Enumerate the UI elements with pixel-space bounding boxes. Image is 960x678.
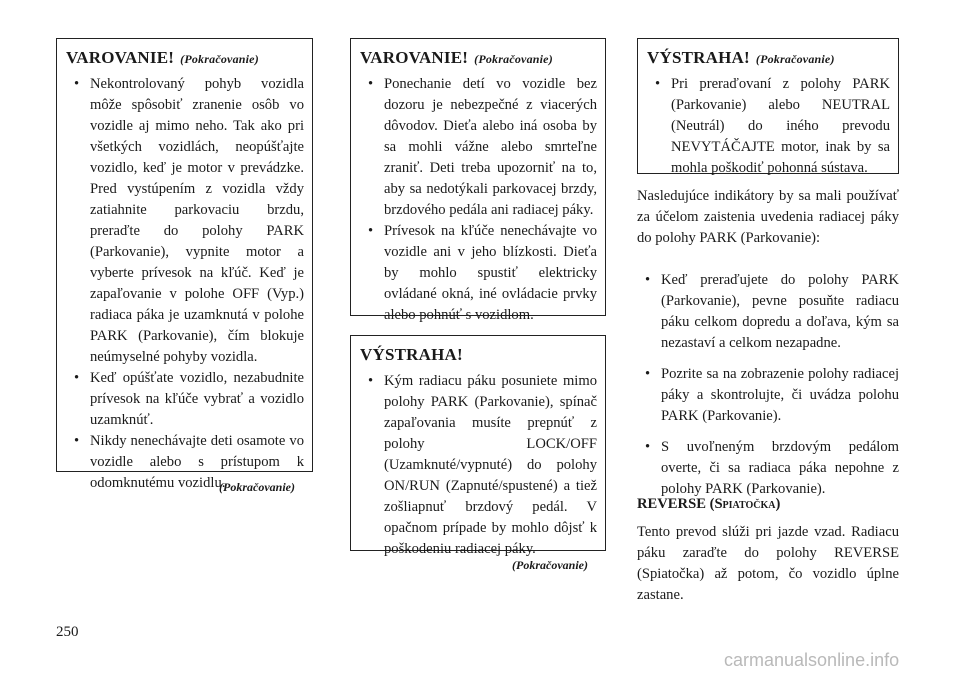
page-number: 250: [56, 624, 79, 640]
section-heading: REVERSE (Spiatočka): [637, 496, 781, 512]
caution-title: VÝSTRAHA!: [360, 345, 463, 364]
list-item: • Nekontrolovaný pohyb vozidla môže spôsobiť zranenie osôb vo vozidle aj mimo neho. Tak ako pri všetkých vozidlách, neopúšťajte vozidlo, keď je motor v prevádzke. Pred vystúpením z vozidla vždy zatiahnite parkovaciu brzdu, preraďte do polohy PARK (Parkovanie), vypnite motor a vyberte prívesok na kľúč. Keď je zapaľovanie v polohe OFF (Vyp.) radiaca páka je uzamknutá v polohe PARK (Parkovanie), čím blokuje neúmyselné pohyby vozidla.: [66, 74, 304, 368]
list-item: • Ponechanie detí vo vozidle bez dozoru je nebezpečné z viacerých dôvodov. Dieťa alebo iná osoba by sa mohli vážne alebo smrteľne zraniť. Deti treba upozorniť na to, aby sa nedotýkali parkovacej brzdy, brzdového pedála ani radiacej páky.: [360, 74, 597, 221]
list-item: • Nikdy nenechávajte deti osamote vo vozidle alebo s prístupom k odomknutému vozidlu.: [66, 431, 304, 494]
continued-label: (Pokračovanie): [512, 558, 588, 572]
caution-list: [360, 371, 597, 560]
warning-title: VAROVANIE! (Pokračovanie): [360, 48, 553, 67]
list-item: • Keď preraďujete do polohy PARK (Parkovanie), pevne posuňte radiacu páku celkom dopredu a doľava, kým sa nezastaví a celkom nezapadne.: [637, 270, 899, 354]
caution-box-col2: [350, 335, 606, 557]
list-item: • Prívesok na kľúče nenechávajte vo vozidle ani v jeho blízkosti. Dieťa by mohlo spustiť elektricky ovládané okná, iné ovládacie prvky alebo pohnúť s vozidlom.: [360, 221, 597, 326]
reverse-paragraph: Tento prevod slúži pri jazde vzad. Radiacu páku zaraďte do polohy REVERSE (Spiatočka) až potom, čo vozidlo úplne zastane.: [637, 524, 899, 603]
warning-title: VAROVANIE! (Pokračovanie): [66, 48, 259, 67]
watermark: carmanualsonline.info: [724, 650, 900, 670]
indicator-list: [637, 270, 899, 500]
list-item: • Pozrite sa na zobrazenie polohy radiacej páky a skontrolujte, či uvádza polohu PARK (Parkovanie).: [637, 364, 899, 427]
continued-label: (Pokračovanie): [219, 480, 295, 494]
warning-box-col2: [350, 38, 606, 323]
caution-title: VÝSTRAHA! (Pokračovanie): [647, 48, 835, 67]
list-item: • Pri preraďovaní z polohy PARK (Parkovanie) alebo NEUTRAL (Neutrál) do iného prevodu NEVYTÁČAJTE motor, inak by sa mohla poškodiť pohonná sústava.: [647, 74, 890, 179]
warning-box-col1: [56, 38, 313, 491]
warning-list: [66, 74, 304, 494]
caution-list: [647, 74, 890, 179]
list-item: • Keď opúšťate vozidlo, nezabudnite prívesok na kľúče vybrať a vozidlo uzamknúť.: [66, 368, 304, 431]
caution-box-col3: [637, 38, 899, 174]
warning-list: [360, 74, 597, 326]
list-item: • Kým radiacu páku posuniete mimo polohy PARK (Parkovanie), spínač zapaľovania musíte prepnúť z polohy LOCK/OFF (Uzamknuté/vypnuté) do polohy ON/RUN (Zapnuté/spustené) a tiež zošliapnuť brzdový pedál. V opačnom prípade by mohlo dôjsť k poškodeniu radiacej páky.: [360, 371, 597, 560]
intro-paragraph: Nasledujúce indikátory by sa mali používať za účelom zaistenia uvedenia radiacej páky do polohy PARK (Parkovanie):: [637, 188, 899, 246]
list-item: • S uvoľneným brzdovým pedálom overte, či sa radiaca páka nepohne z polohy PARK (Parkovanie).: [637, 437, 899, 500]
